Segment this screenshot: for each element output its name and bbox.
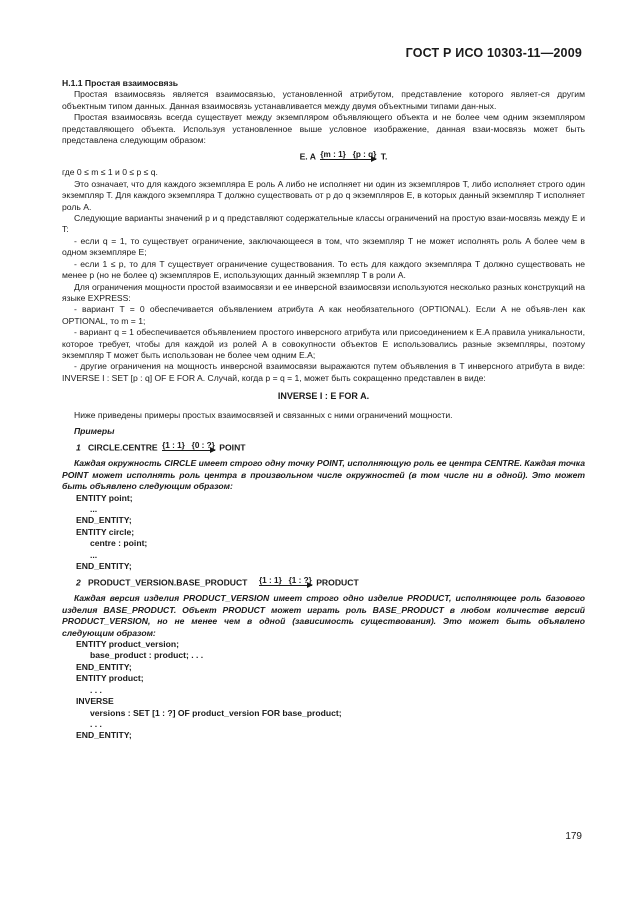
example-2-code	[62, 639, 585, 742]
code-line: INVERSE	[76, 696, 114, 707]
paragraph: Ниже приведены примеры простых взаимосвязей и связанных с ними ограничений мощности.	[74, 409, 453, 420]
arrow-line	[259, 585, 312, 586]
paragraph: Простая взаимосвязь является взаимосвязью, установленной атрибутом, представление которого являет-ся другим объектным типом данных. Данная взаимосвязь устанавливается между двумя объектными типами дан-ных.	[62, 89, 585, 111]
paragraph: Простая взаимосвязь всегда существует между экземпляром объявляющего объекта и не более чем одним экземпляром представляющего объекта. Используя установленное выше условное изображение, данная взаи-мосвязь может быть представлена следующим образом:	[62, 112, 585, 146]
example-1-diagram	[62, 441, 585, 454]
diagram-arrow	[160, 441, 217, 454]
code-line: . . .	[90, 684, 102, 695]
paragraph: - другие ограничения на мощность инверсной взаимосвязи выражаются путем объявления в T инверсного атрибута в виде: INVERSE I : SET [p : q] OF E FOR A. Случай, когда p = q = 1, может быть сокращенно представлен в виде:	[62, 361, 585, 383]
diagram-right: PRODUCT	[316, 578, 359, 589]
code-line: . . .	[90, 718, 102, 729]
diagram-left: CIRCLE.CENTRE	[87, 442, 158, 453]
example-number: 2	[76, 578, 81, 589]
code-line: END_ENTITY;	[76, 561, 132, 572]
arrow-label-1: {1 : 1}	[162, 441, 185, 451]
paragraph: Это означает, что для каждого экземпляра E роль A либо не исполняет ни один из экземпляров T, либо исполняет строго один экземпляр T. Для каждого экземпляра T должно существовать от p до q экземпляров E, в которых данный экземпляр T исполняет роль A.	[62, 178, 585, 212]
diagram-right: POINT	[219, 442, 246, 453]
section-title: H.1.1 Простая взаимосвязь	[62, 78, 179, 88]
example-number: 1	[76, 442, 81, 453]
example-1-description: Каждая окружность CIRCLE имеет строго одну точку POINT, исполняющую роль ее центра CENTRE. Каждая точка POINT может исполнять роль центра в произвольном числе окружностей (в том числе ни в одной). Это может быть объявлено следующим образом:	[62, 458, 585, 492]
code-line: versions : SET [1 : ?] OF product_version FOR base_product;	[90, 707, 342, 718]
arrow-label-2: {p : q}	[352, 150, 377, 160]
code-line: ...	[90, 504, 98, 514]
code-line: ENTITY product;	[76, 673, 144, 684]
code-line: ENTITY point;	[76, 492, 133, 503]
paragraph: где 0 ≤ m ≤ 1 и 0 ≤ p ≤ q.	[62, 167, 158, 178]
diagram-left: PRODUCT_VERSION.BASE_PRODUCT	[87, 578, 248, 589]
arrow-label-1: {1 : 1}	[259, 576, 282, 586]
paragraph: - вариант q = 1 обеспечивается объявлением простого инверсного атрибута или присоединением к E.A правила уникальности, которое требует, чтобы для каждой из ролей A в совокупности объектов E использовались разные экземпляры, поэтому экземпляр T может быть использован не более чем одним E.A;	[62, 327, 585, 360]
code-line: END_ENTITY;	[76, 661, 132, 672]
diagram-right: T.	[380, 152, 388, 163]
inverse-short-form: INVERSE I : E FOR A.	[277, 391, 370, 402]
example-1-code	[62, 493, 585, 573]
arrow-label-2: {1 : ?}	[288, 576, 312, 586]
code-line: END_ENTITY;	[76, 515, 132, 526]
diagram-arrow	[318, 150, 378, 163]
diagram-left: E. A	[299, 152, 316, 163]
paragraph: - вариант T = 0 обеспечивается объявлением атрибута A как необязательного (OPTIONAL). Если A не объяв-лен как OPTIONAL, то m = 1;	[62, 304, 585, 326]
arrow-line	[320, 159, 376, 160]
page-number: 179	[565, 831, 582, 842]
paragraph: Для ограничения мощности простой взаимосвязи и ее инверсной взаимосвязи используются несколько разных конструкций на языке EXPRESS:	[62, 281, 585, 303]
code-line: ...	[90, 549, 98, 560]
paragraph: - если 1 ≤ p, то для T существует ограничение существования. То есть для каждого экземпляра T должно существовать не менее p (но не более q) экземпляров E, использующих данный экземпляр T в роли A.	[62, 258, 585, 281]
page-content	[62, 78, 585, 742]
arrow-label-2: {0 : ?}	[191, 441, 215, 451]
diagram-arrow	[257, 576, 314, 589]
code-line: base_product : product; . . .	[90, 650, 204, 661]
arrow-label-1: {m : 1}	[320, 150, 346, 160]
example-2-description: Каждая версия изделия PRODUCT_VERSION имеет строго одно изделие PRODUCT, исполняющее роль базового изделия BASE_PRODUCT. Объект PRODUCT может играть роль BASE_PRODUCT в любом количестве версий PRODUCT_VERSION, но не менее чем в одной (зависимость существования). Это может быть объявлено следующим образом:	[62, 593, 585, 638]
code-line: ENTITY product_version;	[76, 639, 179, 650]
examples-title: Примеры	[74, 425, 115, 436]
example-2-diagram	[62, 576, 585, 589]
standard-header: ГОСТ Р ИСО 10303-11—2009	[405, 46, 582, 60]
code-line: END_ENTITY;	[76, 730, 132, 741]
relationship-diagram	[62, 150, 585, 163]
code-line: centre : point;	[90, 538, 148, 549]
arrow-line	[162, 450, 215, 451]
paragraph: Следующие варианты значений p и q представляют содержательные классы ограничений на простую взаи-мосвязь между E и T:	[62, 213, 585, 235]
code-line: ENTITY circle;	[76, 526, 135, 537]
paragraph: - если q = 1, то существует ограничение, заключающееся в том, что экземпляр T не может исполнять роль A более чем в одном экземпляре E;	[62, 235, 585, 258]
